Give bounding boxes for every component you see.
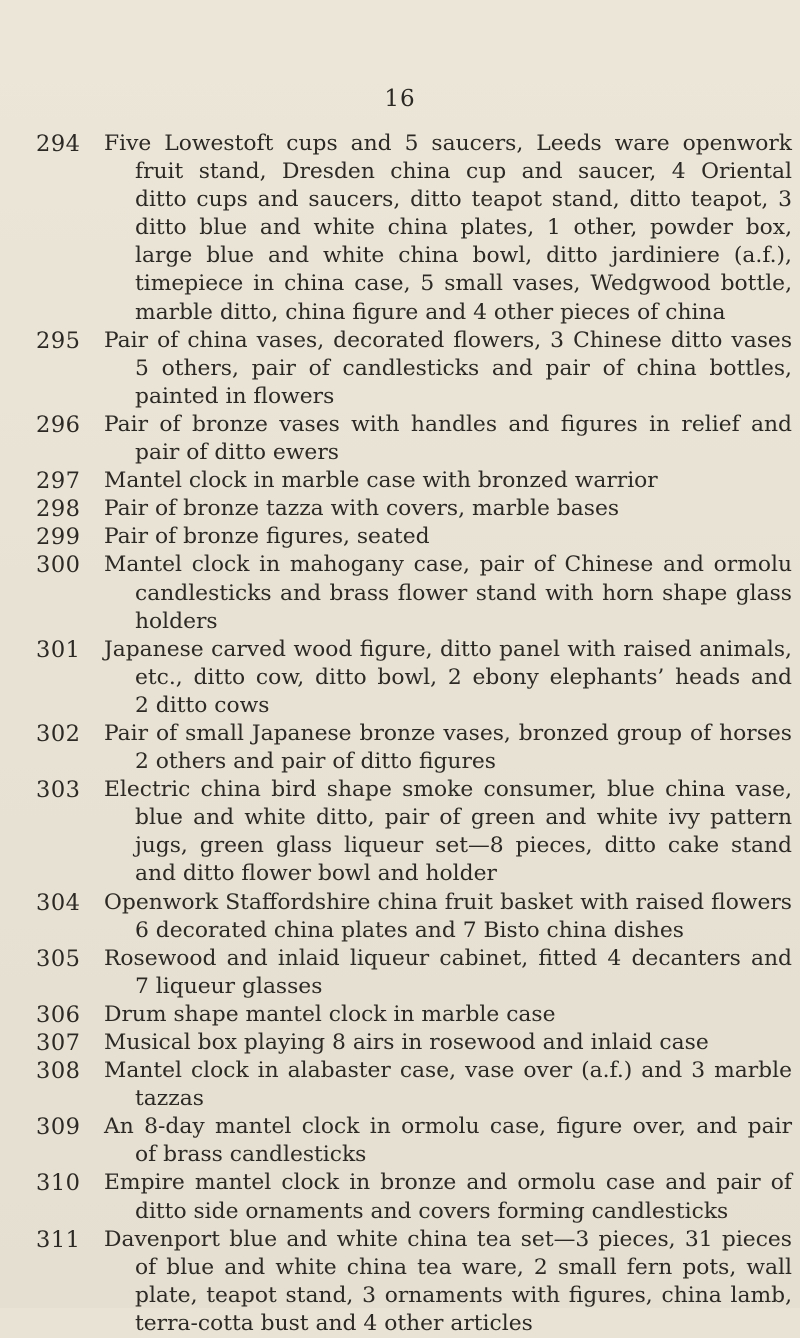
lot-description-line: Mantel clock in alabaster case, vase over (a.f.) and 3 marble — [104, 1058, 792, 1084]
lot-description-line: Drum shape mantel clock in marble case — [104, 1001, 556, 1027]
lot-description-line: timepiece in china case, 5 small vases, Wedgwood bottle, — [135, 271, 792, 297]
lot-description-line: Davenport blue and white china tea set—3 pieces, 31 pieces — [104, 1226, 792, 1252]
lot-description-line: Mantel clock in marble case with bronzed warrior — [104, 468, 658, 494]
lot-description — [104, 130, 792, 327]
lot-description-line: Pair of china vases, decorated flowers, 3 Chinese ditto vases — [104, 327, 792, 353]
lot-description-line: blue and white ditto, pair of green and white ivy pattern — [135, 805, 792, 831]
lot-description-line: Pair of bronze vases with handles and figures in relief and — [104, 411, 792, 437]
lot-description-line: of blue and white china tea ware, 2 small fern pots, wall — [135, 1254, 792, 1280]
lot-description-line: An 8-day mantel clock in ormolu case, figure over, and pair — [104, 1114, 792, 1140]
lot-number: 300 — [36, 552, 81, 579]
page-number: 16 — [384, 86, 416, 112]
lot-description-line: candlesticks and brass flower stand with horn shape glass — [135, 580, 792, 606]
lot-description-line: 2 ditto cows — [135, 692, 270, 718]
lot-description — [104, 776, 792, 888]
lot-entry — [36, 130, 792, 327]
lot-entry — [36, 523, 792, 551]
lot-description-line: Five Lowestoft cups and 5 saucers, Leeds ware openwork — [104, 131, 792, 156]
lot-description-line: Mantel clock in mahogany case, pair of Chinese and ormolu — [104, 552, 792, 578]
lot-description — [104, 523, 792, 551]
lot-entry — [36, 1001, 792, 1029]
lot-entry — [36, 1029, 792, 1057]
lot-description-line: Rosewood and inlaid liqueur cabinet, fitted 4 decanters and — [104, 945, 792, 971]
lot-description — [104, 495, 792, 523]
lot-description — [104, 1029, 792, 1057]
lot-description — [104, 889, 792, 945]
lot-entry — [36, 1113, 792, 1169]
lot-description-line: Pair of small Japanese bronze vases, bronzed group of horses — [104, 720, 792, 746]
lot-description-line: ditto cups and saucers, ditto teapot stand, ditto teapot, 3 — [135, 187, 792, 213]
lot-description-line: Musical box playing 8 airs in rosewood and inlaid case — [104, 1030, 709, 1055]
lot-description-line: Pair of bronze figures, seated — [104, 524, 430, 550]
lot-description-line: Openwork Staffordshire china fruit basket with raised flowers — [104, 889, 792, 915]
lot-description-line: 6 decorated china plates and 7 Bisto china dishes — [135, 917, 684, 943]
lot-number: 307 — [36, 1030, 81, 1056]
lot-description-line: Empire mantel clock in bronze and ormolu case and pair of — [104, 1170, 792, 1196]
lot-entry — [36, 327, 792, 411]
lot-entry — [36, 1057, 792, 1113]
lot-description-line: etc., ditto cow, ditto bowl, 2 ebony elephants’ heads and — [135, 664, 792, 690]
lot-description-line: jugs, green glass liqueur set—8 pieces, ditto cake stand — [135, 833, 792, 859]
lot-description-line: Japanese carved wood figure, ditto panel with raised animals, — [104, 636, 792, 662]
lot-description — [104, 1001, 792, 1029]
lot-number: 299 — [36, 524, 81, 551]
lot-number: 296 — [36, 411, 81, 438]
lot-entry — [36, 1226, 792, 1338]
lot-description-line: painted in flowers — [135, 383, 335, 409]
lot-description-line: holders — [135, 608, 218, 634]
lot-description-line: pair of ditto ewers — [135, 440, 339, 466]
lot-description — [104, 1113, 792, 1169]
lot-number: 310 — [36, 1170, 81, 1197]
lot-number: 304 — [36, 889, 81, 916]
lot-number: 298 — [36, 496, 81, 523]
lot-number: 295 — [36, 327, 81, 354]
lot-number: 294 — [36, 131, 81, 157]
lot-description — [104, 945, 792, 1001]
lot-description-line: ditto side ornaments and covers forming candlesticks — [135, 1198, 729, 1224]
lot-description — [104, 720, 792, 776]
lot-entry — [36, 1169, 792, 1225]
lot-entry — [36, 467, 792, 495]
lot-number: 309 — [36, 1114, 81, 1141]
lot-entry — [36, 776, 792, 888]
lot-number: 306 — [36, 1001, 81, 1028]
lot-entry — [36, 551, 792, 635]
lot-entry — [36, 720, 792, 776]
lot-entry — [36, 411, 792, 467]
lot-number: 303 — [36, 777, 81, 804]
lot-entry — [36, 945, 792, 1001]
lot-list — [36, 130, 792, 1338]
lot-description-line: terra-cotta bust and 4 other articles — [135, 1310, 533, 1336]
lot-description-line: Pair of bronze tazza with covers, marble bases — [104, 496, 620, 522]
lot-description — [104, 1226, 792, 1338]
lot-description — [104, 1169, 792, 1225]
lot-description-line: 2 others and pair of ditto figures — [135, 749, 496, 775]
lot-entry — [36, 636, 792, 720]
lot-number: 305 — [36, 945, 81, 972]
lot-number: 301 — [36, 636, 81, 663]
lot-description-line: marble ditto, china figure and 4 other pieces of china — [135, 299, 726, 325]
lot-description-line: Electric china bird shape smoke consumer, blue china vase, — [104, 777, 792, 803]
lot-description-line: ditto blue and white china plates, 1 other, powder box, — [135, 215, 792, 241]
lot-number: 302 — [36, 720, 81, 747]
lot-number: 308 — [36, 1058, 81, 1085]
lot-description-line: 7 liqueur glasses — [135, 973, 323, 999]
lot-description-line: and ditto flower bowl and holder — [135, 861, 497, 887]
lot-description-line: large blue and white china bowl, ditto jardiniere (a.f.), — [135, 243, 792, 269]
lot-entry — [36, 495, 792, 523]
lot-description-line: 5 others, pair of candlesticks and pair of china bottles, — [135, 355, 792, 381]
lot-description — [104, 636, 792, 720]
lot-description — [104, 411, 792, 467]
lot-description-line: plate, teapot stand, 3 ornaments with figures, china lamb, — [135, 1282, 792, 1308]
lot-number: 311 — [36, 1226, 81, 1253]
lot-description — [104, 467, 792, 495]
lot-description-line: fruit stand, Dresden china cup and saucer, 4 Oriental — [135, 159, 792, 185]
lot-description-line: of brass candlesticks — [135, 1142, 367, 1168]
lot-entry — [36, 889, 792, 945]
lot-description — [104, 327, 792, 411]
lot-description — [104, 551, 792, 635]
lot-description — [104, 1057, 792, 1113]
lot-number: 297 — [36, 468, 81, 495]
lot-description-line: tazzas — [135, 1086, 204, 1112]
